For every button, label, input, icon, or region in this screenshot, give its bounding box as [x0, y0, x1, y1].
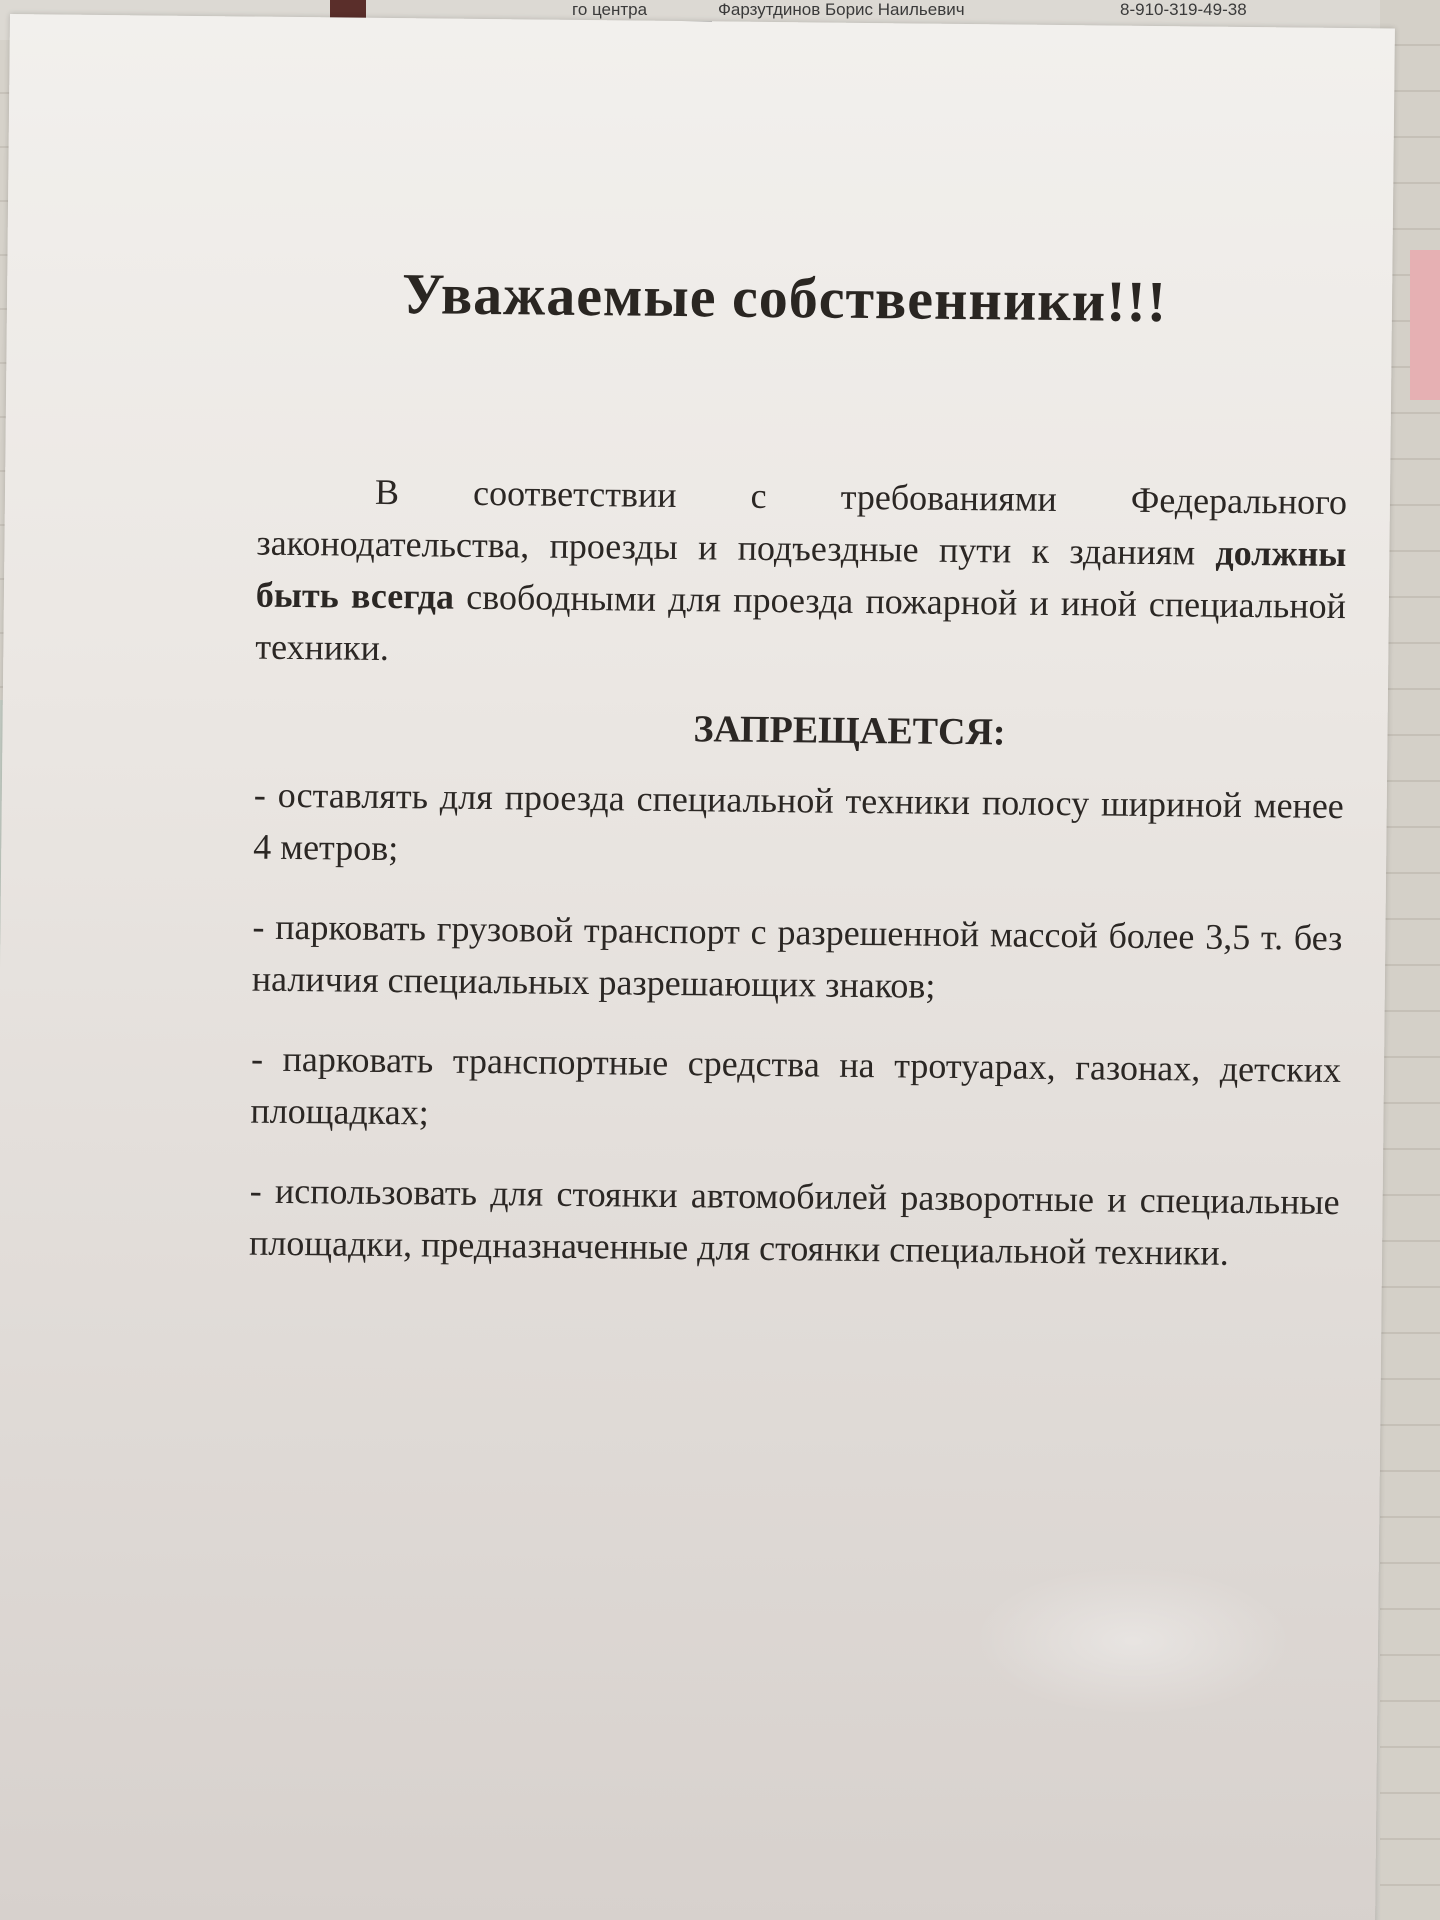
notice-sheet	[0, 14, 1395, 1920]
notice-body	[249, 465, 1348, 1308]
background-dark-tab	[330, 0, 366, 18]
background-header-phone: 8-910-319-49-38	[1120, 0, 1247, 19]
prohibition-item: - парковать транспортные средства на тротуарах, газонах, детских площадках;	[250, 1038, 1342, 1133]
intro-paragraph	[255, 465, 1347, 684]
prohibited-heading: ЗАПРЕЩАЕТСЯ:	[693, 708, 1006, 754]
prohibition-item: - парковать грузовой транспорт с разрешенной массой более 3,5 т. без наличия специальных разрешающих знаков;	[251, 906, 1343, 1006]
background-header-name: Фарзутдинов Борис Наильевич	[718, 0, 965, 19]
erased-smudge	[972, 1564, 1294, 1717]
background-header-left-text: го центра	[572, 0, 647, 20]
background-pink-sticker	[1410, 250, 1440, 400]
intro-text-end: свободными для проезда пожарной и иной специальной техники.	[255, 576, 1347, 669]
notice-title: Уважаемые собственники!!!	[401, 261, 1168, 335]
prohibition-item: - оставлять для проезда специальной техники полосу шириной менее 4 метров;	[253, 774, 1344, 869]
prohibition-item: - использовать для стоянки автомобилей разворотные и специальные площадки, предназначенные для стоянки специальной техники.	[248, 1170, 1340, 1273]
intro-text-bold: должны быть всегда	[255, 532, 1347, 617]
intro-text-start: В соответствии с требованиями Федерального законодательства, проезды и подъездные пути к зданиям	[256, 471, 1348, 573]
